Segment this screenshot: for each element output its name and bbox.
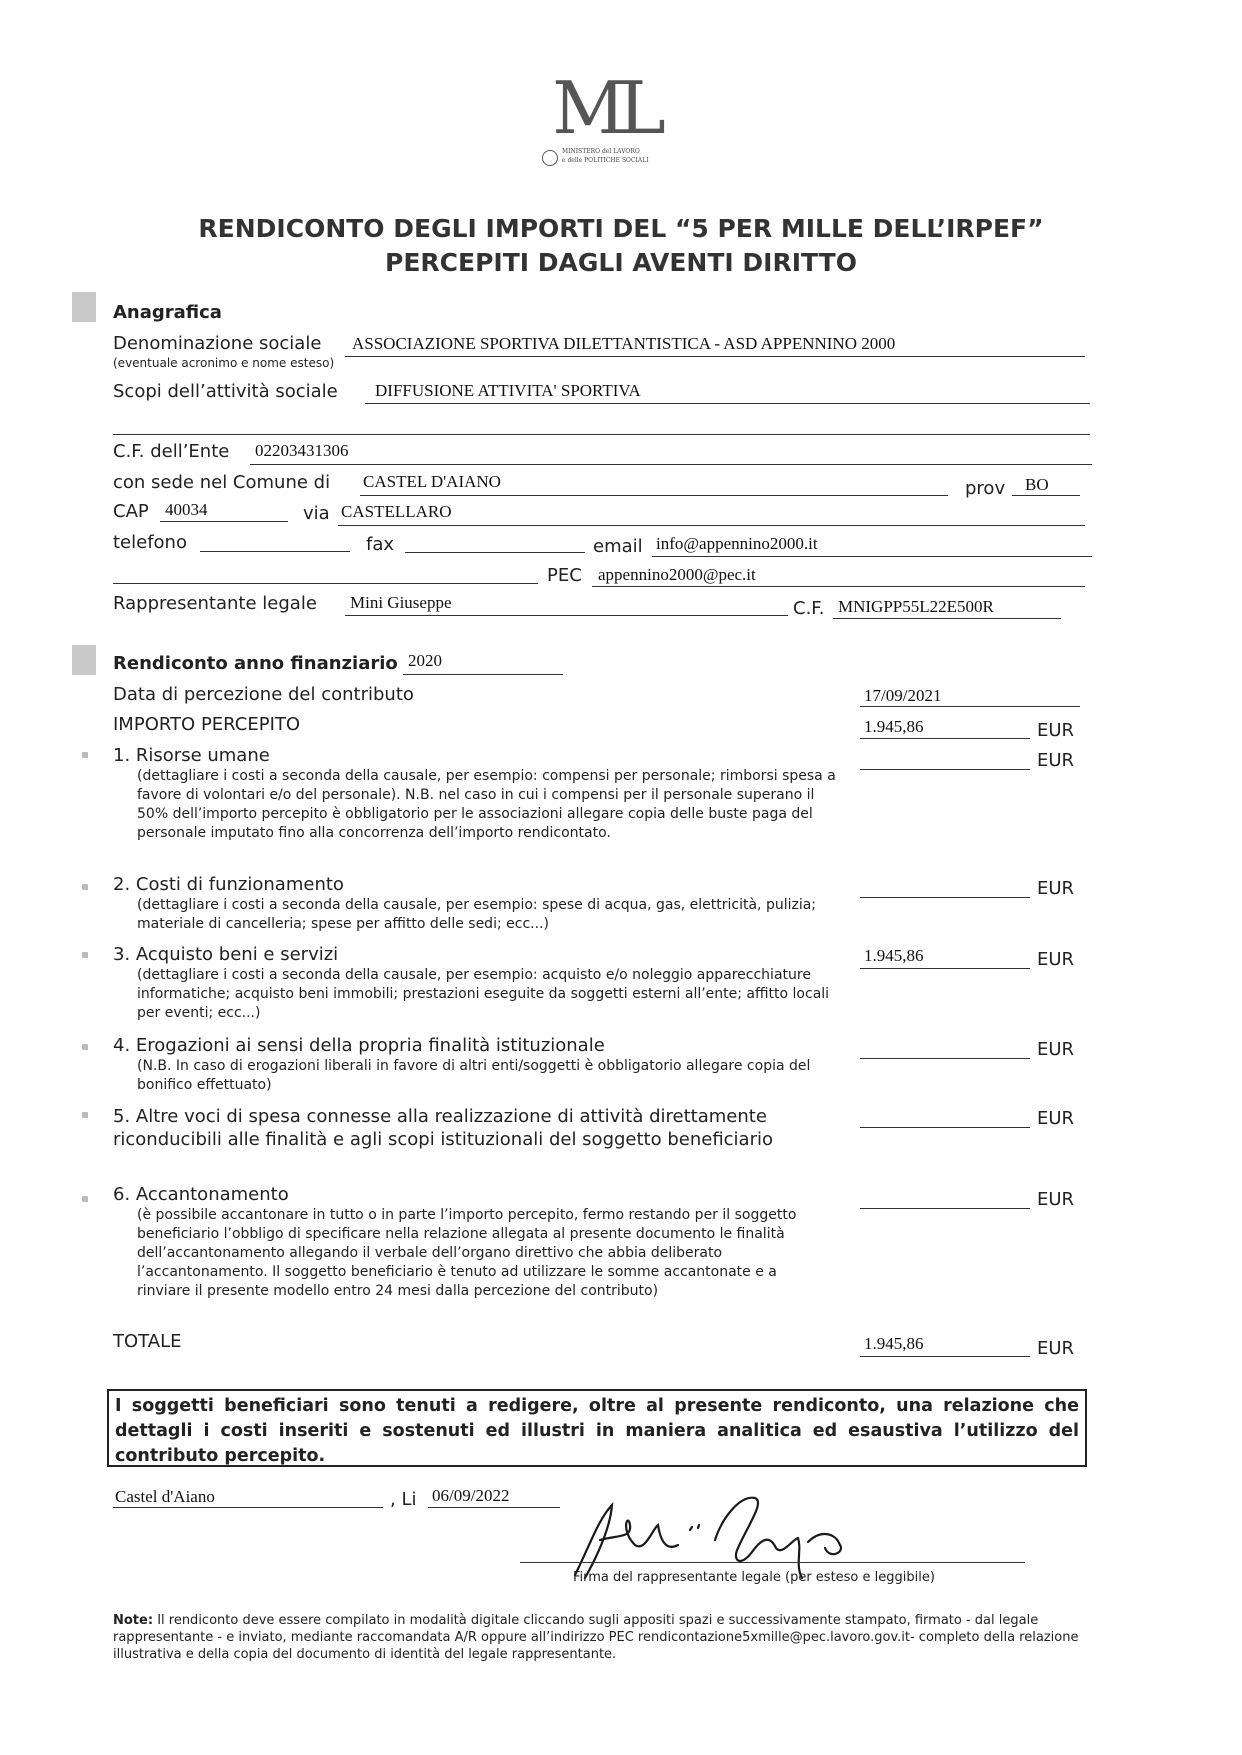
- denominazione-label: Denominazione sociale: [113, 333, 322, 354]
- item-3-line: [860, 968, 1030, 969]
- importo-line: [860, 738, 1030, 739]
- item-4-description: (N.B. In caso di erogazioni liberali in favore di altri enti/soggetti è obbligatorio allegare copia del bonifico effettuato): [137, 1058, 811, 1093]
- data-percezione-label: Data di percezione del contributo: [113, 684, 414, 705]
- data-percezione-line: [860, 706, 1080, 707]
- pec-line: [592, 586, 1085, 587]
- bullet-marker: [82, 1196, 88, 1202]
- item-6-line[interactable]: [860, 1208, 1030, 1209]
- cap-label: CAP: [113, 501, 149, 522]
- item-4-line[interactable]: [860, 1058, 1030, 1059]
- cap-field[interactable]: 40034: [165, 500, 208, 519]
- rapp-cf-line: [833, 618, 1061, 619]
- pec-left-line: [113, 583, 538, 584]
- telefono-label: telefono: [113, 532, 187, 553]
- rappresentante-line: [345, 615, 788, 616]
- scopi-field[interactable]: DIFFUSIONE ATTIVITA' SPORTIVA: [375, 381, 641, 400]
- ministry-name-2: e delle POLITICHE SOCIALI: [562, 157, 649, 164]
- item-5-title: 5. Altre voci di spesa connesse alla realizzazione di attività direttamente riconducibili alle finalità e agli scopi istituzionali del soggetto beneficiario: [113, 1106, 774, 1150]
- li-label: , Li: [390, 1489, 417, 1510]
- totale-field[interactable]: 1.945,86: [864, 1334, 924, 1353]
- item-3-field[interactable]: 1.945,86: [864, 946, 924, 965]
- emblem-icon: [542, 150, 558, 166]
- via-line: [338, 525, 1085, 526]
- email-line: [652, 556, 1092, 557]
- title-line-1: RENDICONTO DEGLI IMPORTI DEL “5 PER MILLE DELL’IRPEF”: [198, 214, 1044, 243]
- denominazione-line: [345, 356, 1085, 357]
- document-title: [0, 212, 1242, 280]
- denominazione-note: (eventuale acronimo e nome esteso): [113, 356, 335, 370]
- item-1-description: (dettagliare i costi a seconda della causale, per esempio: compensi per personale; rimborsi spesa a favore di volontari e/o del personale). N.B. nel caso in cui i compensi per il personale superano il 50% dell’importo percepito è obbligatorio per le associazioni allegare copia delle buste paga del personale imputato fino alla concorrenza dell’importo rendicontato.: [137, 768, 836, 841]
- email-label: email: [593, 536, 643, 557]
- bullet-marker: [82, 884, 88, 890]
- item-1-title: 1. Risorse umane: [113, 745, 270, 766]
- place-line: [113, 1507, 383, 1508]
- footnote-label: Note:: [113, 1613, 154, 1628]
- cf-ente-line: [250, 464, 1092, 465]
- scopi-label: Scopi dell’attività sociale: [113, 381, 338, 402]
- importo-currency: EUR: [1037, 720, 1075, 741]
- totale-label: TOTALE: [113, 1331, 182, 1352]
- section-marker: [72, 292, 96, 322]
- prov-field[interactable]: BO: [1025, 475, 1049, 494]
- bullet-marker: [82, 1044, 88, 1050]
- data-percezione-field[interactable]: 17/09/2021: [864, 686, 942, 705]
- notice-text: I soggetti beneficiari sono tenuti a redigere, oltre al presente rendiconto, una relazione che dettagli i costi inseriti e sostenuti ed illustri in maniera analitica ed esaustiva l’utilizzo del contributo percepito.: [115, 1396, 1079, 1466]
- footnote: [113, 1612, 1093, 1663]
- title-line-2: PERCEPITI DAGLI AVENTI DIRITTO: [385, 248, 857, 277]
- item-2-line[interactable]: [860, 897, 1030, 898]
- bullet-marker: [82, 952, 88, 958]
- rapp-cf-label: C.F.: [793, 598, 825, 619]
- item-3-title: 3. Acquisto beni e servizi: [113, 944, 339, 965]
- prov-label: prov: [965, 478, 1006, 499]
- email-field[interactable]: info@appennino2000.it: [656, 534, 818, 553]
- via-label: via: [303, 503, 330, 524]
- item-2-title: 2. Costi di funzionamento: [113, 874, 344, 895]
- ministry-logo: [540, 66, 670, 172]
- item-5-currency: EUR: [1037, 1108, 1075, 1129]
- signature-caption: Firma del rappresentante legale (per esteso e leggibile): [573, 1570, 935, 1585]
- fax-label: fax: [366, 534, 395, 555]
- importo-label: IMPORTO PERCEPITO: [113, 714, 301, 735]
- bullet-marker: [82, 752, 88, 758]
- notice-box: [107, 1389, 1087, 1467]
- scopi-line-2: [113, 434, 1090, 435]
- item-6-title: 6. Accantonamento: [113, 1184, 289, 1205]
- item-4-currency: EUR: [1037, 1039, 1075, 1060]
- comune-line: [360, 495, 948, 496]
- prov-line: [1012, 495, 1080, 496]
- section-marker-2: [72, 645, 96, 675]
- cf-ente-label: C.F. dell’Ente: [113, 441, 230, 462]
- fax-line[interactable]: [405, 552, 585, 553]
- cf-ente-field[interactable]: 02203431306: [255, 441, 349, 460]
- cap-line: [160, 521, 288, 522]
- scopi-line: [365, 403, 1090, 404]
- telefono-line[interactable]: [200, 551, 350, 552]
- item-6-currency: EUR: [1037, 1189, 1075, 1210]
- anno-field[interactable]: 2020: [408, 651, 442, 670]
- pec-field[interactable]: appennino2000@pec.it: [598, 565, 756, 584]
- item-2-description: (dettagliare i costi a seconda della causale, per esempio: spese di acqua, gas, elettricità, pulizia; materiale di cancelleria; spese per affitto delle sedi; ecc...): [137, 897, 817, 932]
- bullet-marker: [82, 1112, 88, 1118]
- rappresentante-field[interactable]: Mini Giuseppe: [350, 593, 452, 612]
- item-3-description: (dettagliare i costi a seconda della causale, per esempio: acquisto e/o noleggio apparecchiature informatiche; acquisto beni immobili; prestazioni eseguite da soggetti esterni all’ente; affitto locali per eventi; ecc...): [137, 967, 830, 1021]
- rappresentante-label: Rappresentante legale: [113, 593, 317, 614]
- item-1-currency: EUR: [1037, 750, 1075, 771]
- footnote-text: Il rendiconto deve essere compilato in modalità digitale cliccando sugli appositi spazi e successivamente stampato, firmato - dal legale rappresentante - e inviato, mediante raccomandata A/R oppure all’indirizzo PEC rendicontazione5xmille@pec.lavoro.gov.it- completo della relazione illustrativa e della copia del documento di identità del legale rappresentante.: [113, 1613, 1079, 1662]
- item-1-line[interactable]: [860, 769, 1030, 770]
- anno-line: [403, 674, 563, 675]
- logo-mark: ML: [552, 66, 658, 150]
- rapp-cf-field[interactable]: MNIGPP55L22E500R: [838, 597, 994, 616]
- anagrafica-heading: Anagrafica: [113, 302, 222, 323]
- place-field[interactable]: Castel d'Aiano: [115, 1487, 215, 1506]
- date-field[interactable]: 06/09/2022: [432, 1486, 510, 1505]
- totale-line: [860, 1356, 1030, 1357]
- rendiconto-heading: Rendiconto anno finanziario: [113, 653, 398, 674]
- ministry-name: MINISTERO del LAVORO: [562, 148, 640, 155]
- comune-field[interactable]: CASTEL D'AIANO: [363, 472, 501, 491]
- via-field[interactable]: CASTELLARO: [341, 502, 452, 521]
- item-3-currency: EUR: [1037, 949, 1075, 970]
- item-4-title: 4. Erogazioni ai sensi della propria finalità istituzionale: [113, 1035, 605, 1056]
- pec-label: PEC: [547, 565, 582, 586]
- importo-field[interactable]: 1.945,86: [864, 717, 924, 736]
- item-2-currency: EUR: [1037, 878, 1075, 899]
- item-6-description: (è possibile accantonare in tutto o in parte l’importo percepito, fermo restando per il soggetto beneficiario l’obbligo di specificare nella relazione allegata al presente documento le finalità dell’accantonamento allegando il verbale dell’organo direttivo che abbia deliberato l’accantonamento. Il soggetto beneficiario è tenuto ad utilizzare le somme accantonate e a rinviare il presente modello entro 24 mesi dalla percezione del contributo): [137, 1207, 797, 1299]
- denominazione-field[interactable]: ASSOCIAZIONE SPORTIVA DILETTANTISTICA - ASD APPENNINO 2000: [352, 334, 896, 353]
- signature-line: [520, 1562, 1025, 1563]
- item-5-line[interactable]: [860, 1127, 1030, 1128]
- comune-label: con sede nel Comune di: [113, 472, 331, 493]
- totale-currency: EUR: [1037, 1338, 1075, 1359]
